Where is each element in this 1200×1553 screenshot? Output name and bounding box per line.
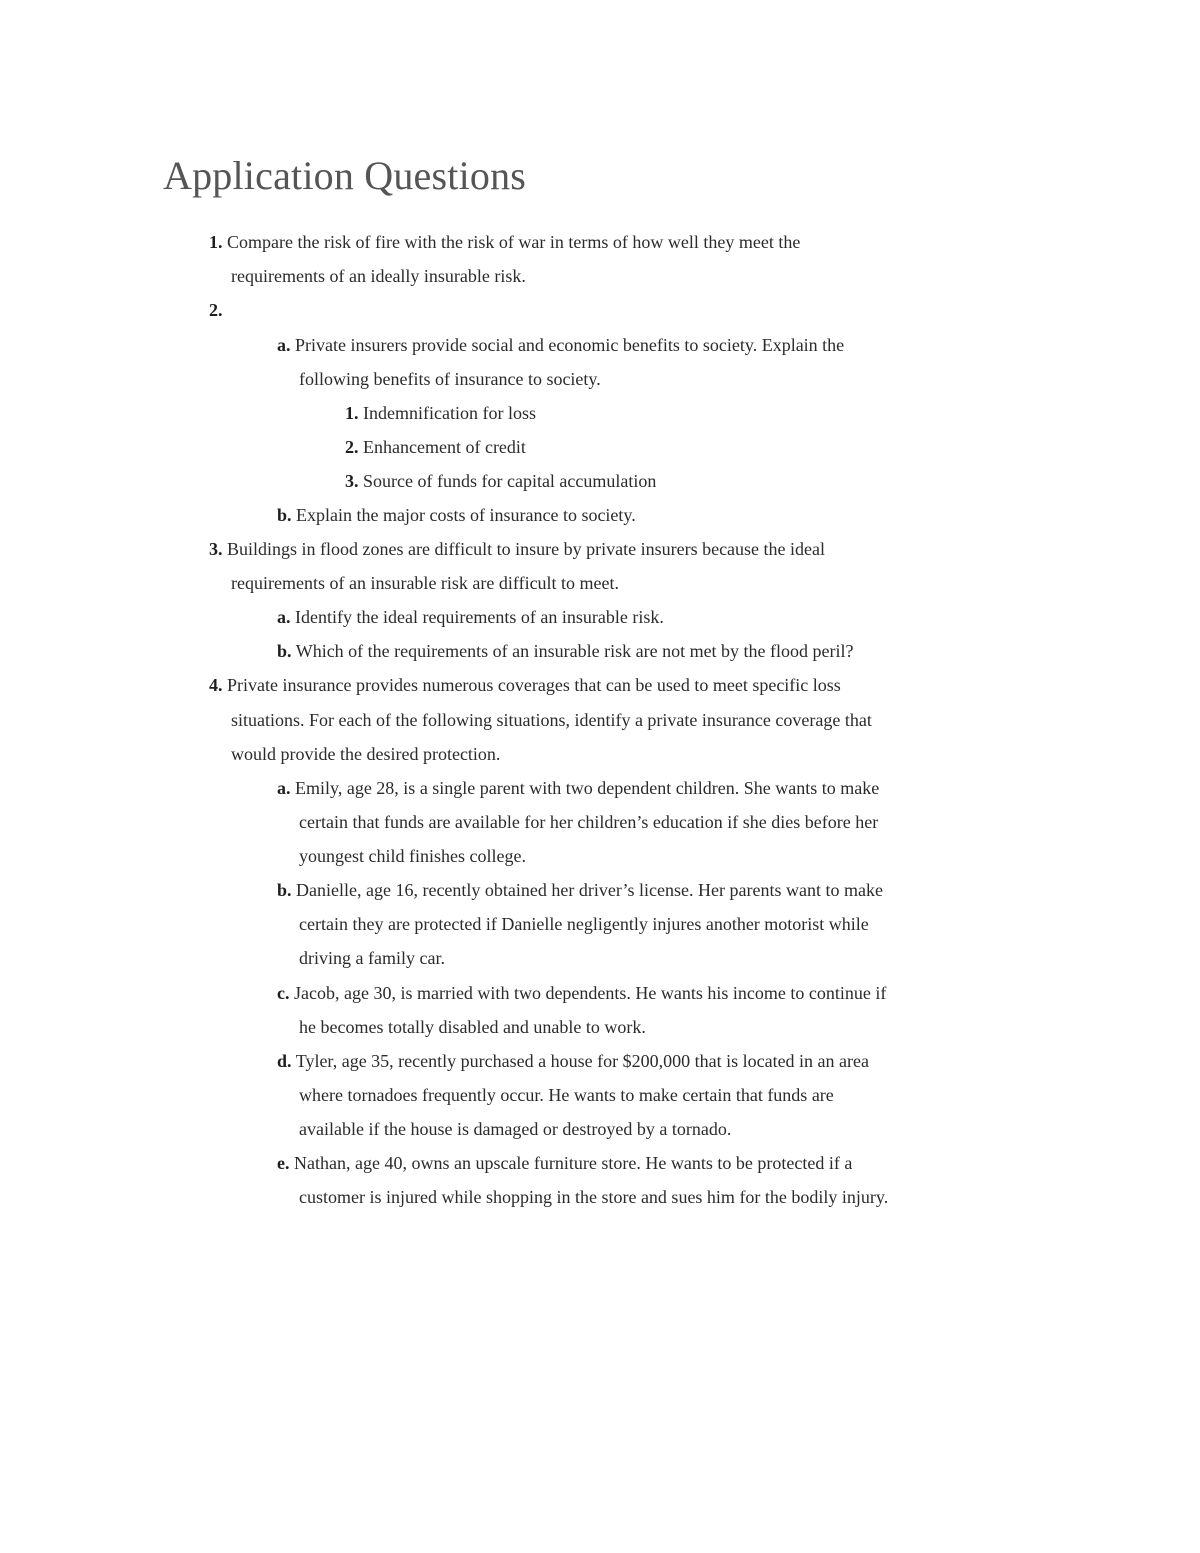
question-1-line-2: requirements of an ideally insurable risk. bbox=[231, 266, 526, 286]
question-4b-line-3: driving a family car. bbox=[299, 948, 445, 968]
question-number: 4. bbox=[209, 675, 223, 695]
question-4d-line-2: where tornadoes frequently occur. He wants to make certain that funds are bbox=[299, 1085, 834, 1105]
question-3-line-1: 3. Buildings in flood zones are difficult to insure by private insurers because the ideal bbox=[209, 539, 826, 559]
page-title: Application Questions bbox=[163, 153, 527, 198]
question-4d-line-3: available if the house is damaged or destroyed by a tornado. bbox=[299, 1119, 732, 1139]
question-2a-line-1: a. Private insurers provide social and economic benefits to society. Explain the bbox=[277, 335, 845, 355]
question-2a-item-3: 3. Source of funds for capital accumulation bbox=[345, 471, 657, 491]
question-4a-line-2: certain that funds are available for her children’s education if she dies before her bbox=[299, 812, 879, 832]
part-letter: a. bbox=[277, 607, 291, 627]
question-4b-line-2: certain they are protected if Danielle negligently injures another motorist while bbox=[299, 914, 869, 934]
part-letter: a. bbox=[277, 335, 291, 355]
question-3b-line-1: b. Which of the requirements of an insurable risk are not met by the flood peril? bbox=[277, 641, 854, 661]
question-4-line-2: situations. For each of the following situations, identify a private insurance coverage that bbox=[231, 710, 872, 730]
question-number: 3. bbox=[209, 539, 223, 559]
item-number: 3. bbox=[345, 471, 359, 491]
item-number: 2. bbox=[345, 437, 359, 457]
part-letter: b. bbox=[277, 880, 292, 900]
part-letter: e. bbox=[277, 1153, 290, 1173]
part-letter: a. bbox=[277, 778, 291, 798]
part-letter: b. bbox=[277, 641, 292, 661]
part-letter: c. bbox=[277, 983, 290, 1003]
question-number: 1. bbox=[209, 232, 223, 252]
part-letter: d. bbox=[277, 1051, 292, 1071]
part-letter: b. bbox=[277, 505, 292, 525]
question-4-line-3: would provide the desired protection. bbox=[231, 744, 501, 764]
question-number: 2. bbox=[209, 300, 223, 320]
item-number: 1. bbox=[345, 403, 359, 423]
question-4b-line-1: b. Danielle, age 16, recently obtained her driver’s license. Her parents want to make bbox=[277, 880, 883, 900]
question-4d-line-1: d. Tyler, age 35, recently purchased a house for $200,000 that is located in an area bbox=[277, 1051, 870, 1071]
question-4c-line-2: he becomes totally disabled and unable to work. bbox=[299, 1017, 646, 1037]
question-2b-line-1: b. Explain the major costs of insurance to society. bbox=[277, 505, 636, 525]
question-4a-line-3: youngest child finishes college. bbox=[299, 846, 526, 866]
question-3a-line-1: a. Identify the ideal requirements of an insurable risk. bbox=[277, 607, 664, 627]
question-3-line-2: requirements of an insurable risk are difficult to meet. bbox=[231, 573, 620, 593]
question-2-number-line bbox=[209, 298, 223, 322]
question-4c-line-1: c. Jacob, age 30, is married with two dependents. He wants his income to continue if bbox=[277, 983, 887, 1003]
question-4-line-1: 4. Private insurance provides numerous coverages that can be used to meet specific loss bbox=[209, 675, 841, 695]
question-2a-item-2: 2. Enhancement of credit bbox=[345, 437, 526, 457]
question-4e-line-2: customer is injured while shopping in the store and sues him for the bodily injury. bbox=[299, 1187, 889, 1207]
question-4e-line-1: e. Nathan, age 40, owns an upscale furniture store. He wants to be protected if a bbox=[277, 1153, 853, 1173]
question-2a-item-1: 1. Indemnification for loss bbox=[345, 403, 536, 423]
question-4a-line-1: a. Emily, age 28, is a single parent with two dependent children. She wants to make bbox=[277, 778, 880, 798]
question-1-line-1: 1. Compare the risk of fire with the risk of war in terms of how well they meet the bbox=[209, 232, 801, 252]
question-2a-line-2: following benefits of insurance to society. bbox=[299, 369, 601, 389]
